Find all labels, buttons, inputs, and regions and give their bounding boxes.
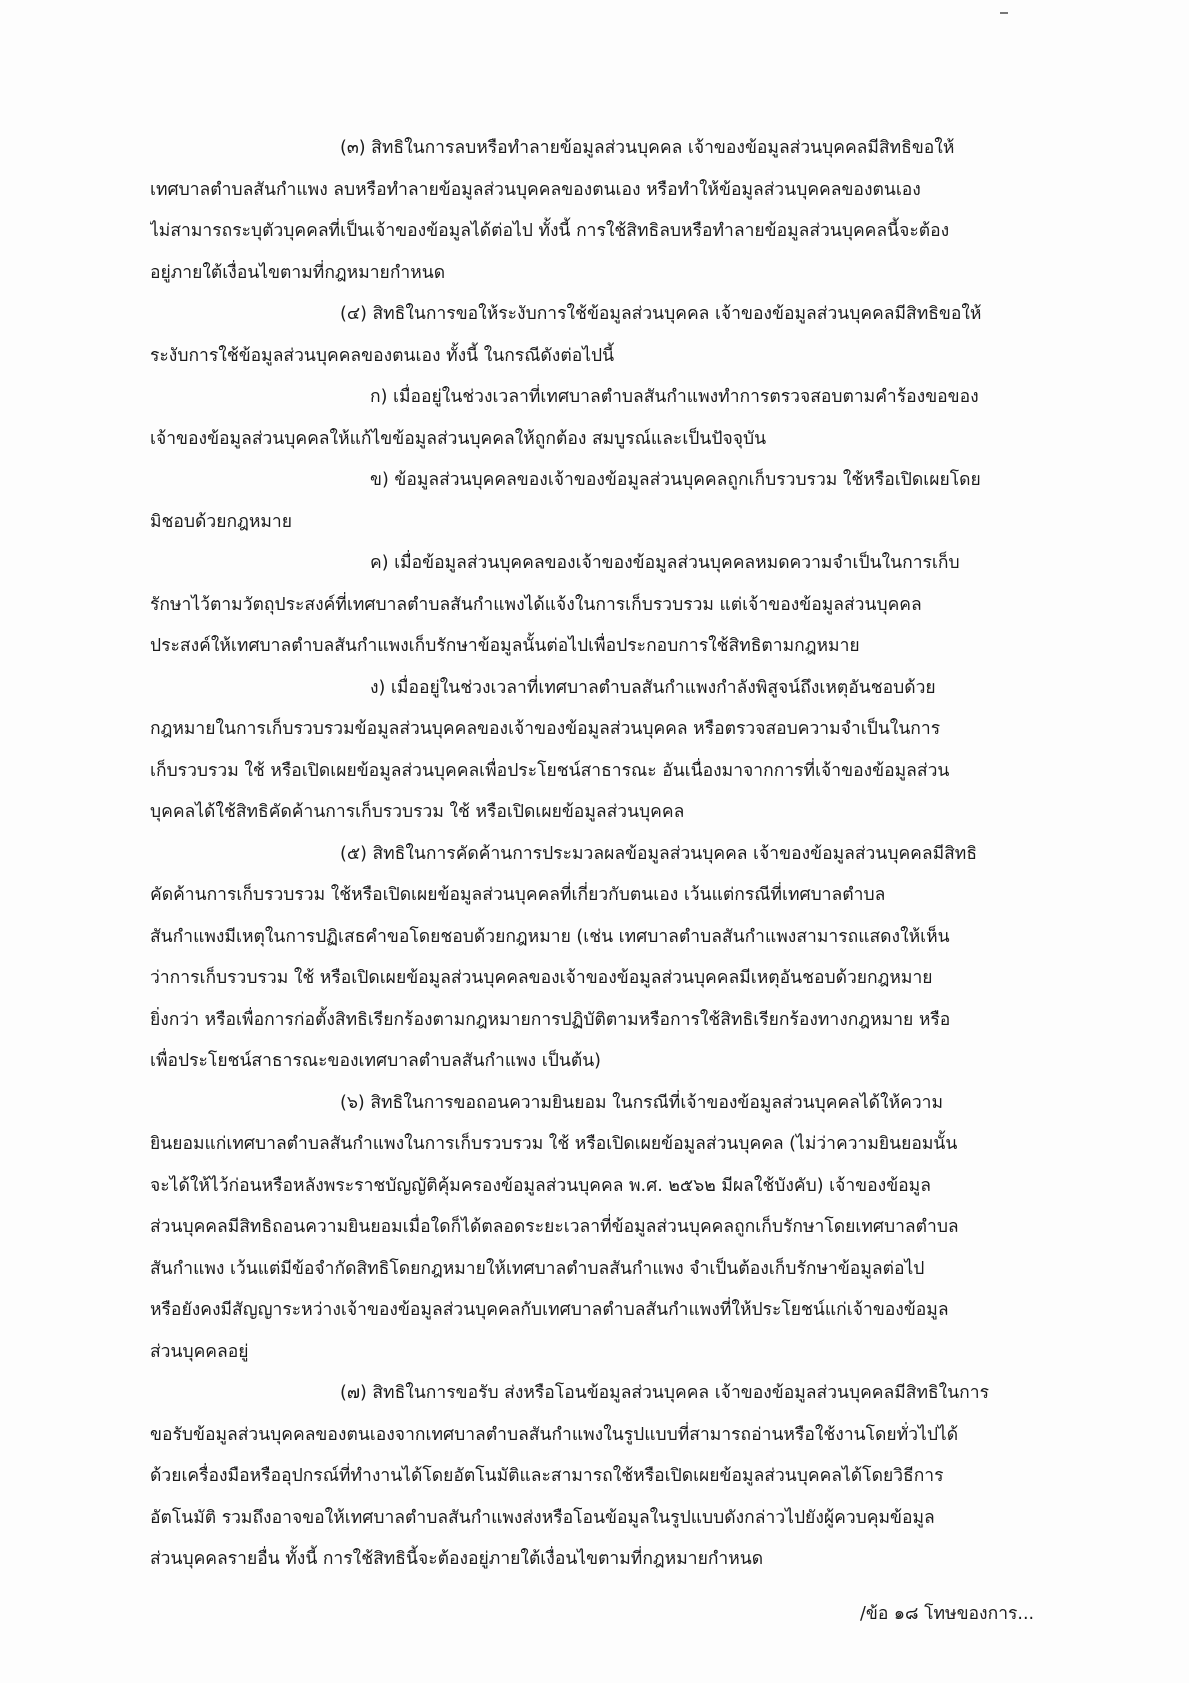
text-line: ส่วนบุคคลอยู่ — [150, 1341, 249, 1362]
text-line: ระงับการใช้ข้อมูลส่วนบุคคลของตนเอง ทั้งนี้ ในกรณีดังต่อไปนี้ — [150, 345, 615, 366]
text-line: ด้วยเครื่องมือหรืออุปกรณ์ที่ทำงานได้โดยอัตโนมัติและสามารถใช้หรือเปิดเผยข้อมูลส่วนบุคคลได้โดยวิธีการ — [150, 1466, 944, 1486]
text-line: กฎหมายในการเก็บรวบรวมข้อมูลส่วนบุคคลของเจ้าของข้อมูลส่วนบุคคล หรือตรวจสอบความจำเป็นในการ — [150, 719, 941, 739]
sub-item-d — [150, 668, 1065, 834]
text-line: หรือยังคงมีสัญญาระหว่างเจ้าของข้อมูลส่วนบุคคลกับเทศบาลตำบลสันกำแพงที่ให้ประโยชน์แก่เจ้าของข้อมูล — [150, 1300, 949, 1320]
text-line: ง) เมื่ออยู่ในช่วงเวลาที่เทศบาลตำบลสันกำแพงกำลังพิสูจน์ถึงเหตุอันชอบด้วย — [370, 677, 936, 698]
text-line: สันกำแพง เว้นแต่มีข้อจำกัดสิทธิโดยกฎหมายให้เทศบาลตำบลสันกำแพง จำเป็นต้องเก็บรักษาข้อมูลต่อไป — [150, 1258, 925, 1279]
text-line: รักษาไว้ตามวัตถุประสงค์ที่เทศบาลตำบลสันกำแพงได้แจ้งในการเก็บรวบรวม แต่เจ้าของข้อมูลส่วนบุคคล — [150, 594, 922, 615]
text-line: ไม่สามารถระบุตัวบุคคลที่เป็นเจ้าของข้อมูลได้ต่อไป ทั้งนี้ การใช้สิทธิลบหรือทำลายข้อมูลส่วนบุคคลนี้จะต้อง — [150, 221, 950, 241]
text-line: ยิ่งกว่า หรือเพื่อการก่อตั้งสิทธิเรียกร้องตามกฎหมายการปฏิบัติตามหรือการใช้สิทธิเรียกร้องทางกฎหมาย หรือ — [150, 1009, 951, 1030]
text-line: เก็บรวบรวม ใช้ หรือเปิดเผยข้อมูลส่วนบุคคลเพื่อประโยชน์สาธารณะ อันเนื่องมาจากการที่เจ้าของข้อมูลส่วน — [150, 760, 950, 781]
text-line: มิชอบด้วยกฎหมาย — [150, 511, 292, 532]
text-line: (๗) สิทธิในการขอรับ ส่งหรือโอนข้อมูลส่วนบุคคล เจ้าของข้อมูลส่วนบุคคลมีสิทธิในการ — [340, 1383, 989, 1403]
text-line: เจ้าของข้อมูลส่วนบุคคลให้แก้ไขข้อมูลส่วนบุคคลให้ถูกต้อง สมบูรณ์และเป็นปัจจุบัน — [150, 428, 767, 449]
text-line: ค) เมื่อข้อมูลส่วนบุคคลของเจ้าของข้อมูลส่วนบุคคลหมดความจำเป็นในการเก็บ — [370, 553, 960, 573]
text-line: ว่าการเก็บรวบรวม ใช้ หรือเปิดเผยข้อมูลส่วนบุคคลของเจ้าของข้อมูลส่วนบุคคลมีเหตุอันชอบด้วยกฎหมาย — [150, 968, 933, 988]
text-line: (๓) สิทธิในการลบหรือทำลายข้อมูลส่วนบุคคล เจ้าของข้อมูลส่วนบุคคลมีสิทธิขอให้ — [340, 138, 955, 158]
paragraph-right-6 — [150, 1083, 1065, 1374]
scan-mark — [1000, 12, 1008, 14]
text-line: ยินยอมแก่เทศบาลตำบลสันกำแพงในการเก็บรวบรวม ใช้ หรือเปิดเผยข้อมูลส่วนบุคคล (ไม่ว่าความยินยอมนั้น — [150, 1134, 958, 1154]
text-line: เทศบาลตำบลสันกำแพง ลบหรือทำลายข้อมูลส่วนบุคคลของตนเอง หรือทำให้ข้อมูลส่วนบุคคลของตนเอง — [150, 179, 921, 200]
text-line: (๔) สิทธิในการขอให้ระงับการใช้ข้อมูลส่วนบุคคล เจ้าของข้อมูลส่วนบุคคลมีสิทธิขอให้ — [340, 304, 982, 324]
text-line: ส่วนบุคคลรายอื่น ทั้งนี้ การใช้สิทธินี้จะต้องอยู่ภายใต้เงื่อนไขตามที่กฎหมายกำหนด — [150, 1549, 764, 1569]
sub-item-c — [150, 543, 1065, 668]
text-line: เพื่อประโยชน์สาธารณะของเทศบาลตำบลสันกำแพง เป็นต้น) — [150, 1051, 602, 1071]
text-line: (๕) สิทธิในการคัดค้านการประมวลผลข้อมูลส่วนบุคคล เจ้าของข้อมูลส่วนบุคคลมีสิทธิ — [340, 843, 978, 864]
text-line: จะได้ให้ไว้ก่อนหรือหลังพระราชบัญญัติคุ้มครองข้อมูลส่วนบุคคล พ.ศ. ๒๕๖๒ มีผลใช้บังคับ) เจ้าของข้อมูล — [150, 1175, 931, 1196]
text-line: อัตโนมัติ รวมถึงอาจขอให้เทศบาลตำบลสันกำแพงส่งหรือโอนข้อมูลในรูปแบบดังกล่าวไปยังผู้ควบคุมข้อมูล — [150, 1507, 935, 1528]
sub-item-a — [150, 377, 1065, 460]
sub-item-b — [150, 460, 1065, 543]
text-line: อยู่ภายใต้เงื่อนไขตามที่กฎหมายกำหนด — [150, 262, 446, 283]
text-line: บุคคลได้ใช้สิทธิคัดค้านการเก็บรวบรวม ใช้ หรือเปิดเผยข้อมูลส่วนบุคคล — [150, 802, 685, 822]
paragraph-right-3 — [150, 128, 1065, 294]
text-line: สันกำแพงมีเหตุในการปฏิเสธคำขอโดยชอบด้วยกฎหมาย (เช่น เทศบาลตำบลสันกำแพงสามารถแสดงให้เห็น — [150, 926, 950, 947]
text-line: ส่วนบุคคลมีสิทธิถอนความยินยอมเมื่อใดก็ได้ตลอดระยะเวลาที่ข้อมูลส่วนบุคคลถูกเก็บรักษาโดยเทศบาลตำบล — [150, 1217, 959, 1237]
continuation-note: /ข้อ ๑๘ โทษของการ... — [860, 1604, 1035, 1624]
document-body — [150, 128, 1065, 1581]
paragraph-right-7 — [150, 1373, 1065, 1581]
paragraph-right-4 — [150, 294, 1065, 377]
text-line: ประสงค์ให้เทศบาลตำบลสันกำแพงเก็บรักษาข้อมูลนั้นต่อไปเพื่อประกอบการใช้สิทธิตามกฎหมาย — [150, 636, 860, 656]
text-line: ขอรับข้อมูลส่วนบุคคลของตนเองจากเทศบาลตำบลสันกำแพงในรูปแบบที่สามารถอ่านหรือใช้งานโดยทั่วไปได้ — [150, 1424, 959, 1445]
text-line: ก) เมื่ออยู่ในช่วงเวลาที่เทศบาลตำบลสันกำแพงทำการตรวจสอบตามคำร้องขอของ — [370, 387, 979, 407]
paragraph-right-5 — [150, 834, 1065, 1083]
text-line: ข) ข้อมูลส่วนบุคคลของเจ้าของข้อมูลส่วนบุคคลถูกเก็บรวบรวม ใช้หรือเปิดเผยโดย — [370, 470, 981, 490]
text-line: คัดค้านการเก็บรวบรวม ใช้หรือเปิดเผยข้อมูลส่วนบุคคลที่เกี่ยวกับตนเอง เว้นแต่กรณีที่เทศบาลตำบล — [150, 885, 886, 905]
text-line: (๖) สิทธิในการขอถอนความยินยอม ในกรณีที่เจ้าของข้อมูลส่วนบุคคลได้ให้ความ — [340, 1092, 944, 1113]
